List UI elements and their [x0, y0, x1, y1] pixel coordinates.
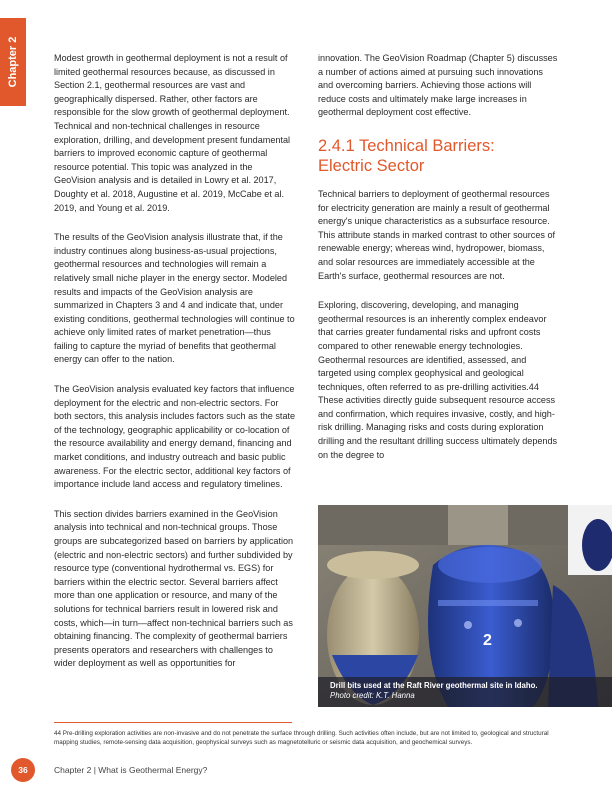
section-heading-line-2: Electric Sector — [318, 156, 425, 175]
page-number: 36 — [11, 758, 35, 782]
right-paragraph-3: Exploring, discovering, developing, and managing geothermal resources is an inherently complex endeavor that carries greater fundamental risks and upfront costs compared to other renewable energy technologies. Geothermal resources are identified, assessed, and targeted using complex geophysical and geological techniques, often referred to as pre-drilling activities.44 These activities directly guide subsequent resource access and confirmation, which requires invasive, costly, and high-risk drilling. Managing risks and costs during exploration drilling and the resultant drilling success ultimately depends on the degree to — [318, 300, 558, 460]
section-heading — [318, 136, 560, 176]
right-paragraph-2: Technical barriers to deployment of geothermal resources for electricity generation are mainly a result of geothermal energy's unique characteristics as a subsurface resource. This attribute stands in marked contrast to other sources of renewable energy; whereas wind, hydropower, biomass, and solar resources are immediately accessible at the Earth's surface, geothermal resources are not. — [318, 188, 556, 281]
photo-credit: Photo credit: K.T. Hanna — [330, 691, 415, 700]
left-column — [54, 52, 296, 687]
footer-text: Chapter 2 | What is Geothermal Energy? — [54, 765, 208, 775]
right-column — [318, 52, 560, 478]
photo-caption-title: Drill bits used at the Raft River geothermal site in Idaho. — [330, 681, 538, 690]
left-paragraph-1: Modest growth in geothermal deployment is not a result of limited geothermal resources because, as discussed in Section 2.1, geothermal resources are vast and geographically dispersed. Rather, other factors are responsible for the slow growth of geothermal deployment. Technical and non-technical challenges in resource exploration, drilling, and development present fundamental barriers to improved economic capture of geothermal resource potential. This topic was analyzed in the GeoVision analysis and is detailed in Lowry et al. 2017, Doughty et al. 2018, Augustine et al. 2019, McCabe et al. 2019, and Young et al. 2019. — [54, 53, 291, 213]
footnote: 44 Pre-drilling exploration activities are non-invasive and do not penetrate the surface through drilling. Such activities often include, but are not limited to, geological and structural mapping studies, remote-sensing data acquisition, geophysical surveys such as magnetotelluric or seismic data acquisition, and geochemical surveys. — [54, 730, 549, 746]
footnote-divider — [54, 722, 292, 723]
right-paragraph-1: innovation. The GeoVision Roadmap (Chapter 5) discusses a number of actions aimed at pursuing such innovations and overcoming barriers. Achieving those actions will reduce costs and ultimately make large increases in geothermal deployment cost effective. — [318, 53, 558, 118]
chapter-tab-label: Chapter 2 — [7, 36, 19, 88]
photo-caption — [318, 677, 612, 707]
left-paragraph-3: The GeoVision analysis evaluated key factors that influence deployment for the electric and non-electric sectors. For both sectors, this analysis includes factors such as the state of the technology, geographic applicability or co-location of the resource availability and energy demand, financing and market conditions, and industry outreach and basic public awareness. For the electric sector, additional key factors of importance include land access and regulatory timelines. — [54, 384, 296, 490]
bit-marking: 2 — [483, 632, 492, 649]
drill-bits-photo — [318, 505, 612, 707]
left-paragraph-2: The results of the GeoVision analysis illustrate that, if the industry continues along business-as-usual projections, geothermal resources and technologies will remain a relatively small niche player in the energy sector. Modeled results and impacts of the GeoVision analysis are summarized in Chapters 3 and 4 and indicate that, under existing conditions, geothermal technologies will continue to achieve only limited rates of market penetration—thus failing to capture the myriad of benefits that geothermal energy can offer to the nation. — [54, 232, 295, 365]
section-heading-line-1: 2.4.1 Technical Barriers: — [318, 136, 495, 155]
left-paragraph-4: This section divides barriers examined in the GeoVision analysis into technical and non-technical groups. Those groups are subcategorized based on barriers by application (electric and non-electric sectors) and further subdivided by resource type (conventional hydrothermal vs. EGS) for barriers within the electric sector. Several barriers affect more than one application or resource, and many of the solutions for technical barriers result in lowered risk and costs, which—in turn—affect non-technical barriers such as obtaining financing. The complexity of geothermal barriers presents operators and researchers with challenges to wider deployment as well as opportunities for — [54, 508, 294, 669]
chapter-tab — [0, 18, 26, 106]
